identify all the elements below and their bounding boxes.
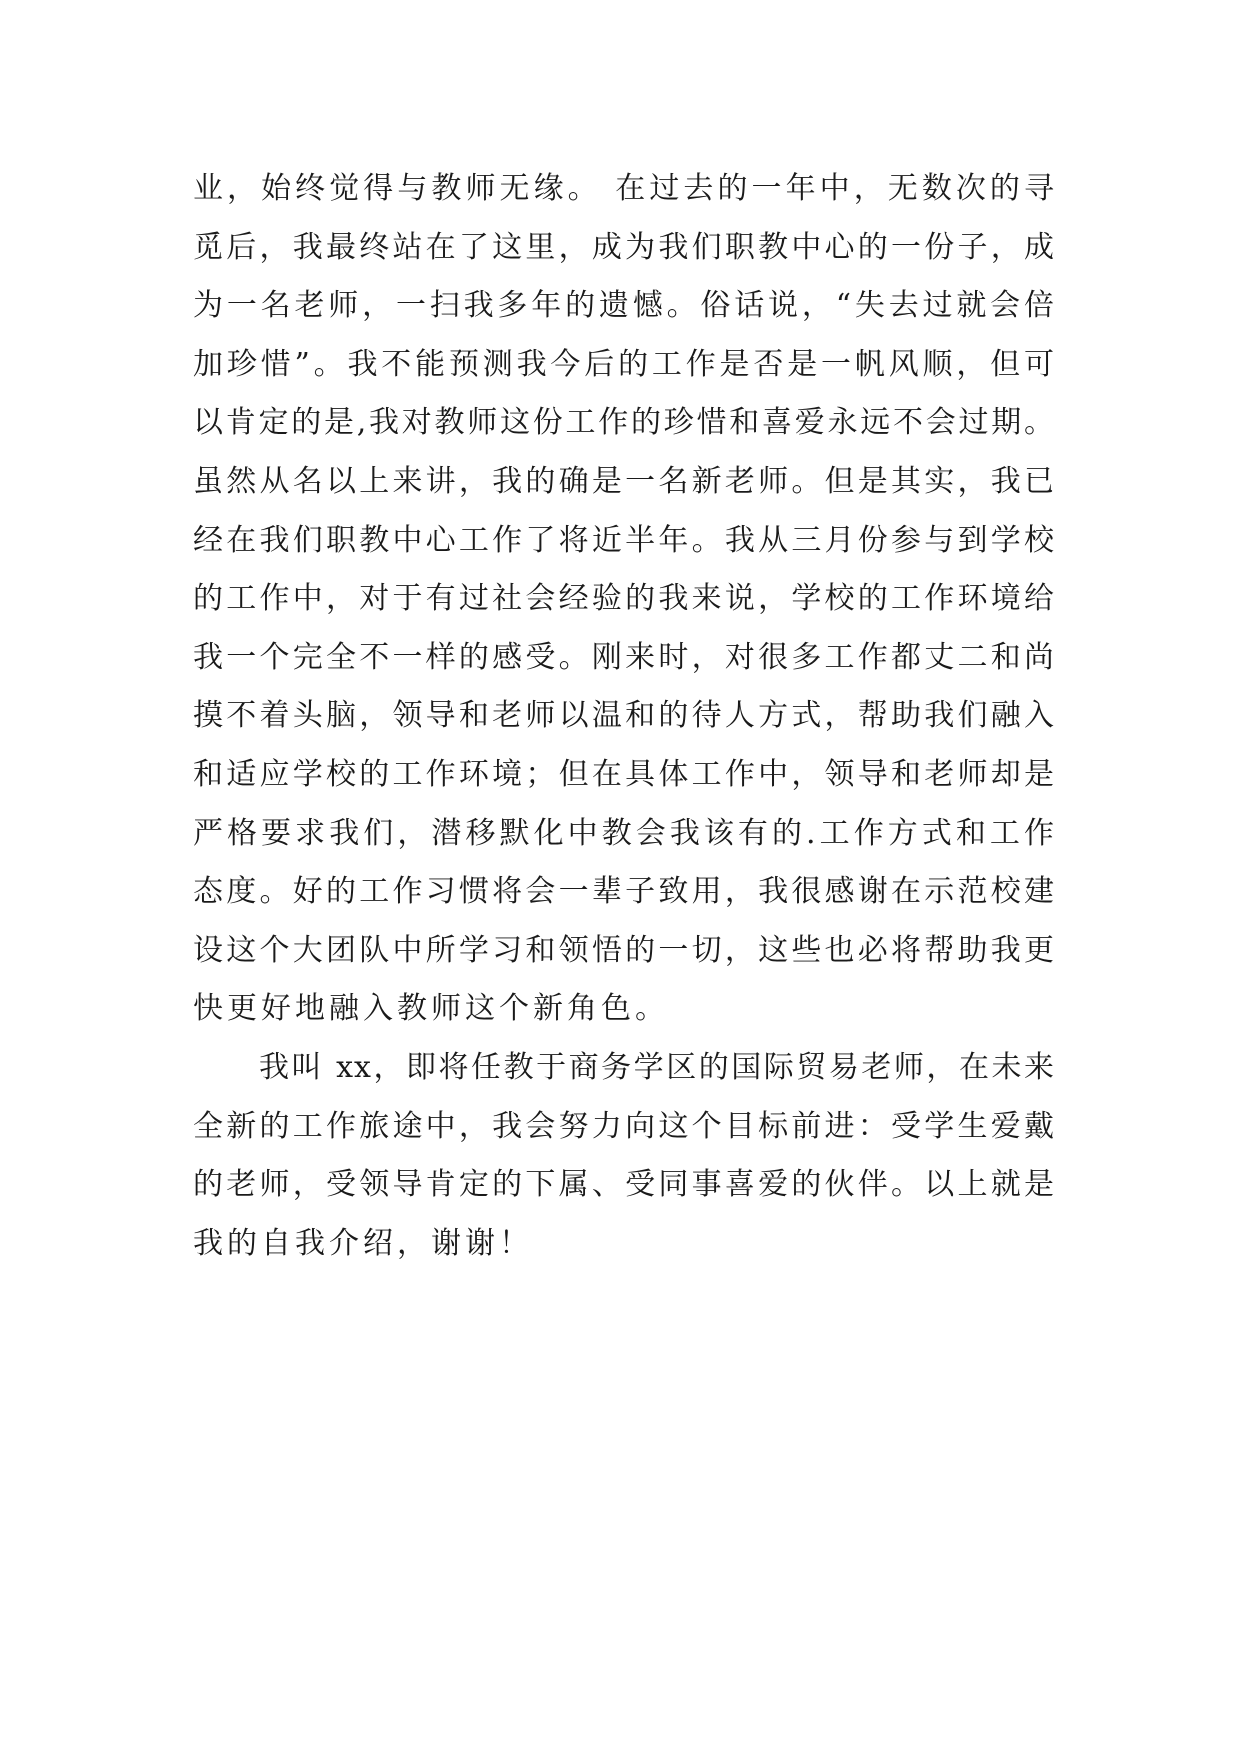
text-line: 态度。好的工作习惯将会一辈子致用，我很感谢在示范校建: [193, 874, 1055, 910]
text-line: 摸不着头脑，领导和老师以温和的待人方式，帮助我们融入: [193, 698, 1055, 734]
text-line: 快更好地融入教师这个新角色。: [193, 991, 669, 1027]
text-line: 设这个大团队中所学习和领悟的一切，这些也必将帮助我更: [193, 932, 1055, 968]
text-line: 的工作中，对于有过社会经验的我来说，学校的工作环境给: [193, 581, 1055, 617]
text-line: 经在我们职教中心工作了将近半年。我从三月份参与到学校: [193, 522, 1055, 558]
text-line: 业，始终觉得与教师无缘。 在过去的一年中，无数次的寻: [193, 171, 1055, 206]
text-line: 的老师，受领导肯定的下属、受同事喜爱的伙伴。以上就是: [193, 1167, 1055, 1203]
text-line: 我叫 xx，即将任教于商务学区的国际贸易老师，在未来: [259, 1049, 1055, 1085]
text-line: 虽然从名以上来讲，我的确是一名新老师。但是其实，我已: [193, 463, 1055, 499]
text-line: 以肯定的是,我对教师这份工作的珍惜和喜爱永远不会过期。: [193, 405, 1055, 441]
text-line: 严格要求我们，潜移默化中教会我该有的.工作方式和工作: [193, 815, 1055, 851]
text-line: 和适应学校的工作环境；但在具体工作中，领导和老师却是: [193, 756, 1055, 792]
text-line: 加珍惜”。我不能预测我今后的工作是否是一帆风顺，但可: [193, 346, 1055, 382]
text-line: 为一名老师，一扫我多年的遗憾。俗话说，“失去过就会倍: [193, 288, 1055, 324]
text-line: 我的自我介绍，谢谢！: [193, 1225, 533, 1261]
text-line: 全新的工作旅途中，我会努力向这个目标前进：受学生爱戴: [193, 1108, 1055, 1144]
paragraph-2: [193, 1039, 1055, 1273]
text-line: 我一个完全不一样的感受。刚来时，对很多工作都丈二和尚: [193, 639, 1055, 675]
text-line: 觅后，我最终站在了这里，成为我们职教中心的一份子，成: [193, 229, 1055, 265]
document-body: [193, 160, 1055, 1273]
paragraph-1: [193, 160, 1055, 1039]
